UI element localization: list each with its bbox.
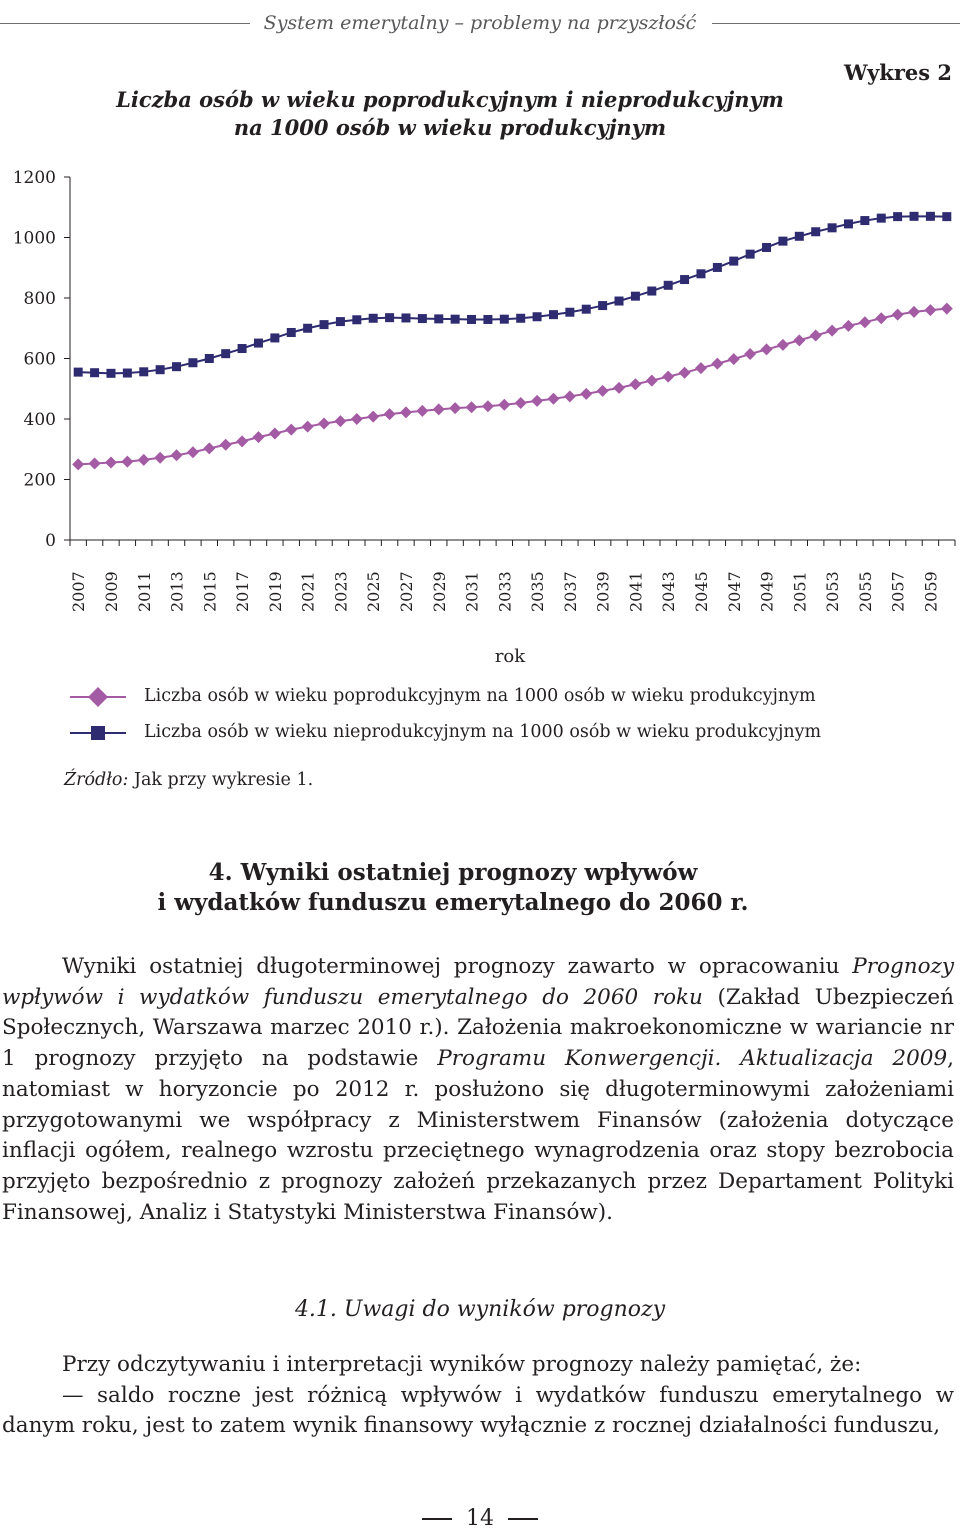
data-point-diamond: [728, 353, 740, 365]
data-point-square: [90, 368, 99, 377]
data-point-diamond: [252, 431, 264, 443]
data-point-square: [549, 310, 558, 319]
data-point-square: [664, 281, 673, 290]
x-tick-label: 2041: [626, 571, 646, 612]
data-point-diamond: [384, 408, 396, 420]
x-tick-label: 2047: [724, 571, 744, 612]
data-point-square: [303, 324, 312, 333]
data-point-square: [647, 287, 656, 296]
data-point-square: [385, 313, 394, 322]
y-tick-label: 200: [23, 470, 56, 491]
data-point-diamond: [761, 343, 773, 355]
source-text: Jak przy wykresie 1.: [128, 770, 314, 790]
data-point-square: [287, 328, 296, 337]
data-point-diamond: [646, 375, 658, 387]
legend-swatch-diamond: [64, 683, 134, 713]
x-tick-label: 2031: [462, 571, 482, 612]
section-heading-line1: 4. Wyniki ostatniej prognozy wpływów: [208, 859, 698, 886]
data-point-square: [729, 257, 738, 266]
data-point-diamond: [941, 303, 953, 315]
data-point-diamond: [892, 309, 904, 321]
x-tick-label: 2021: [298, 571, 318, 612]
data-point-diamond: [924, 304, 936, 316]
data-point-square: [500, 315, 509, 324]
data-point-square: [172, 362, 181, 371]
data-point-diamond: [482, 400, 494, 412]
data-point-square: [336, 317, 345, 326]
subsection-paragraphs: [2, 1350, 954, 1442]
data-point-diamond: [564, 390, 576, 402]
data-point-diamond: [531, 395, 543, 407]
data-point-square: [352, 315, 361, 324]
data-point-square: [762, 243, 771, 252]
x-tick-label: 2007: [69, 571, 89, 612]
data-point-square: [910, 212, 919, 221]
data-point-diamond: [367, 411, 379, 423]
data-point-square: [565, 308, 574, 317]
data-point-square: [598, 301, 607, 310]
data-point-diamond: [433, 403, 445, 415]
x-tick-label: 2051: [790, 571, 810, 612]
legend-item-postproductive: [64, 683, 954, 719]
data-point-diamond: [515, 397, 527, 409]
data-point-square: [516, 314, 525, 323]
y-tick-label: 0: [45, 531, 56, 551]
legend-label-nonproductive: Liczba osób w wieku nieprodukcyjnym na 1000 osób w wieku produkcyjnym: [144, 722, 822, 742]
data-point-diamond: [449, 402, 461, 414]
running-header: [0, 12, 960, 32]
data-point-diamond: [236, 435, 248, 447]
data-point-diamond: [498, 399, 510, 411]
x-tick-label: 2011: [134, 571, 154, 612]
section-heading-line2: i wydatków funduszu emerytalnego do 2060 r.: [157, 889, 749, 916]
data-point-square: [746, 250, 755, 259]
data-point-diamond: [89, 457, 101, 469]
data-point-square: [828, 223, 837, 232]
data-point-square: [156, 365, 165, 374]
data-point-diamond: [203, 442, 215, 454]
x-axis-title: rok: [494, 646, 526, 667]
data-point-diamond: [302, 421, 314, 433]
x-tick-label: 2037: [560, 571, 580, 612]
para-italic-title: Prognozy wpływów i wydatków funduszu emerytalnego do 2060 roku: [2, 954, 954, 1010]
data-point-square: [401, 313, 410, 322]
data-point-square: [942, 212, 951, 221]
y-tick-label: 1000: [12, 228, 56, 249]
data-point-diamond: [908, 306, 920, 318]
x-tick-label: 2029: [429, 571, 449, 612]
data-point-diamond: [662, 371, 674, 383]
data-point-square: [320, 320, 329, 329]
x-tick-label: 2009: [101, 571, 121, 612]
data-point-diamond: [171, 449, 183, 461]
data-point-square: [369, 314, 378, 323]
x-tick-label: 2043: [659, 571, 679, 612]
data-point-diamond: [318, 418, 330, 430]
data-point-diamond: [400, 406, 412, 418]
data-point-diamond: [138, 454, 150, 466]
chart-title: [60, 86, 840, 142]
series-line-1: [78, 216, 947, 373]
y-tick-label: 800: [23, 289, 56, 309]
data-point-square: [139, 367, 148, 376]
section-heading: [0, 858, 906, 918]
data-point-square: [713, 263, 722, 272]
data-point-square: [205, 354, 214, 363]
page-number-text: 14: [466, 1506, 494, 1531]
subsection-bullet: — saldo roczne jest różnicą wpływów i wydatków funduszu emerytalnego w danym roku, jest to zatem wynik finansowy wyłącznie z rocznej działalności funduszu,: [2, 1382, 954, 1439]
line-chart: [0, 150, 960, 680]
data-point-diamond: [334, 415, 346, 427]
data-point-diamond: [679, 367, 691, 379]
data-point-diamond: [777, 339, 789, 351]
data-point-square: [254, 339, 263, 348]
x-tick-label: 2027: [396, 571, 416, 612]
data-point-square: [811, 227, 820, 236]
data-point-diamond: [269, 428, 281, 440]
page-number: [0, 1506, 960, 1531]
x-tick-label: 2045: [691, 571, 711, 612]
data-point-diamond: [105, 457, 117, 469]
data-point-square: [877, 214, 886, 223]
data-point-square: [238, 344, 247, 353]
x-tick-label: 2035: [528, 571, 548, 612]
data-point-diamond: [629, 378, 641, 390]
x-tick-label: 2055: [855, 571, 875, 612]
chart-legend: [64, 683, 954, 755]
page-dash-left: [422, 1518, 452, 1520]
data-point-square: [418, 314, 427, 323]
data-point-square: [795, 232, 804, 241]
y-tick-label: 600: [23, 349, 56, 370]
data-point-square: [483, 315, 492, 324]
data-point-diamond: [285, 424, 297, 436]
data-point-diamond: [466, 401, 478, 413]
subsection-heading: 4.1. Uwagi do wyników prognozy: [294, 1297, 666, 1322]
data-point-diamond: [154, 452, 166, 464]
data-point-square: [631, 292, 640, 301]
data-point-square: [221, 349, 230, 358]
x-tick-label: 2019: [265, 571, 285, 612]
data-point-diamond: [351, 413, 363, 425]
para-text-2: (Zakład Ubezpieczeń Społecznych, Warszawa marzec 2010 r.). Założenia makroekonomiczne w wariancie nr 1 prognozy przyjęto na podstawie: [2, 984, 954, 1072]
data-point-diamond: [187, 446, 199, 458]
x-tick-label: 2017: [233, 571, 253, 612]
data-point-diamond: [580, 388, 592, 400]
y-tick-label: 1200: [12, 168, 56, 188]
data-point-diamond: [613, 382, 625, 394]
x-tick-label: 2033: [495, 571, 515, 612]
data-point-square: [74, 368, 83, 377]
data-point-diamond: [547, 393, 559, 405]
x-tick-label: 2025: [364, 571, 384, 612]
data-point-diamond: [810, 330, 822, 342]
para-text-1: Wyniki ostatniej długoterminowej prognozy zawarto w opracowaniu: [62, 954, 853, 979]
data-point-square: [844, 219, 853, 228]
data-point-square: [533, 312, 542, 321]
data-point-square: [106, 369, 115, 378]
legend-swatch-square: [64, 719, 134, 749]
data-point-diamond: [842, 320, 854, 332]
x-tick-label: 2049: [757, 571, 777, 612]
data-point-square: [696, 269, 705, 278]
chart-title-line2: na 1000 osób w wieku produkcyjnym: [233, 115, 667, 140]
x-tick-label: 2039: [593, 571, 613, 612]
page-dash-right: [508, 1518, 538, 1520]
x-tick-label: 2053: [823, 571, 843, 612]
data-point-diamond: [859, 316, 871, 328]
y-tick-label: 400: [23, 410, 56, 430]
subsection-intro: Przy odczytywaniu i interpretacji wyników prognozy należy pamiętać, że:: [62, 1352, 862, 1377]
legend-label-postproductive: Liczba osób w wieku poprodukcyjnym na 1000 osób w wieku produkcyjnym: [144, 686, 816, 706]
data-point-diamond: [72, 458, 84, 470]
data-point-square: [680, 275, 689, 284]
figure-label: Wykres 2: [843, 60, 952, 85]
data-point-square: [451, 315, 460, 324]
data-point-diamond: [875, 312, 887, 324]
para-text-3: , natomiast w horyzoncie po 2012 r. posłużono się długoterminowymi założeniami przygotowanymi we współpracy z Ministerstwem Finansów (założenia dotyczące inflacji ogółem, realnego wzrostu przeciętnego wynagrodzenia oraz stopy bezrobocia przyjęto bezpośrednio z prognozy założeń przekazanych przez Departament Polityki Finansowej, Analiz i Statystyki Ministerstwa Finansów).: [2, 1046, 954, 1225]
source-label: Źródło:: [64, 770, 129, 790]
x-tick-label: 2023: [331, 571, 351, 612]
data-point-square: [778, 237, 787, 246]
chart-title-line1: Liczba osób w wieku poprodukcyjnym i nieprodukcyjnym: [116, 87, 784, 112]
data-point-square: [270, 333, 279, 342]
figure-source: [64, 770, 313, 790]
data-point-diamond: [826, 325, 838, 337]
data-point-square: [615, 297, 624, 306]
x-tick-label: 2059: [921, 571, 941, 612]
running-title: System emerytalny – problemy na przyszłość: [254, 12, 707, 34]
x-tick-label: 2013: [167, 571, 187, 612]
section-paragraph: [2, 952, 954, 1228]
data-point-diamond: [711, 358, 723, 370]
data-point-square: [926, 212, 935, 221]
data-point-square: [860, 216, 869, 225]
data-point-diamond: [695, 362, 707, 374]
data-point-square: [123, 369, 132, 378]
legend-item-nonproductive: [64, 719, 954, 755]
data-point-square: [893, 212, 902, 221]
data-point-diamond: [597, 385, 609, 397]
x-tick-label: 2015: [200, 571, 220, 612]
data-point-diamond: [744, 348, 756, 360]
data-point-diamond: [121, 456, 133, 468]
data-point-diamond: [416, 405, 428, 417]
data-point-diamond: [793, 334, 805, 346]
data-point-square: [188, 358, 197, 367]
x-tick-label: 2057: [888, 571, 908, 612]
data-point-square: [582, 305, 591, 314]
data-point-square: [467, 315, 476, 324]
data-point-square: [434, 314, 443, 323]
para-italic-program: Programu Konwergencji. Aktualizacja 2009: [437, 1046, 948, 1072]
data-point-diamond: [220, 439, 232, 451]
